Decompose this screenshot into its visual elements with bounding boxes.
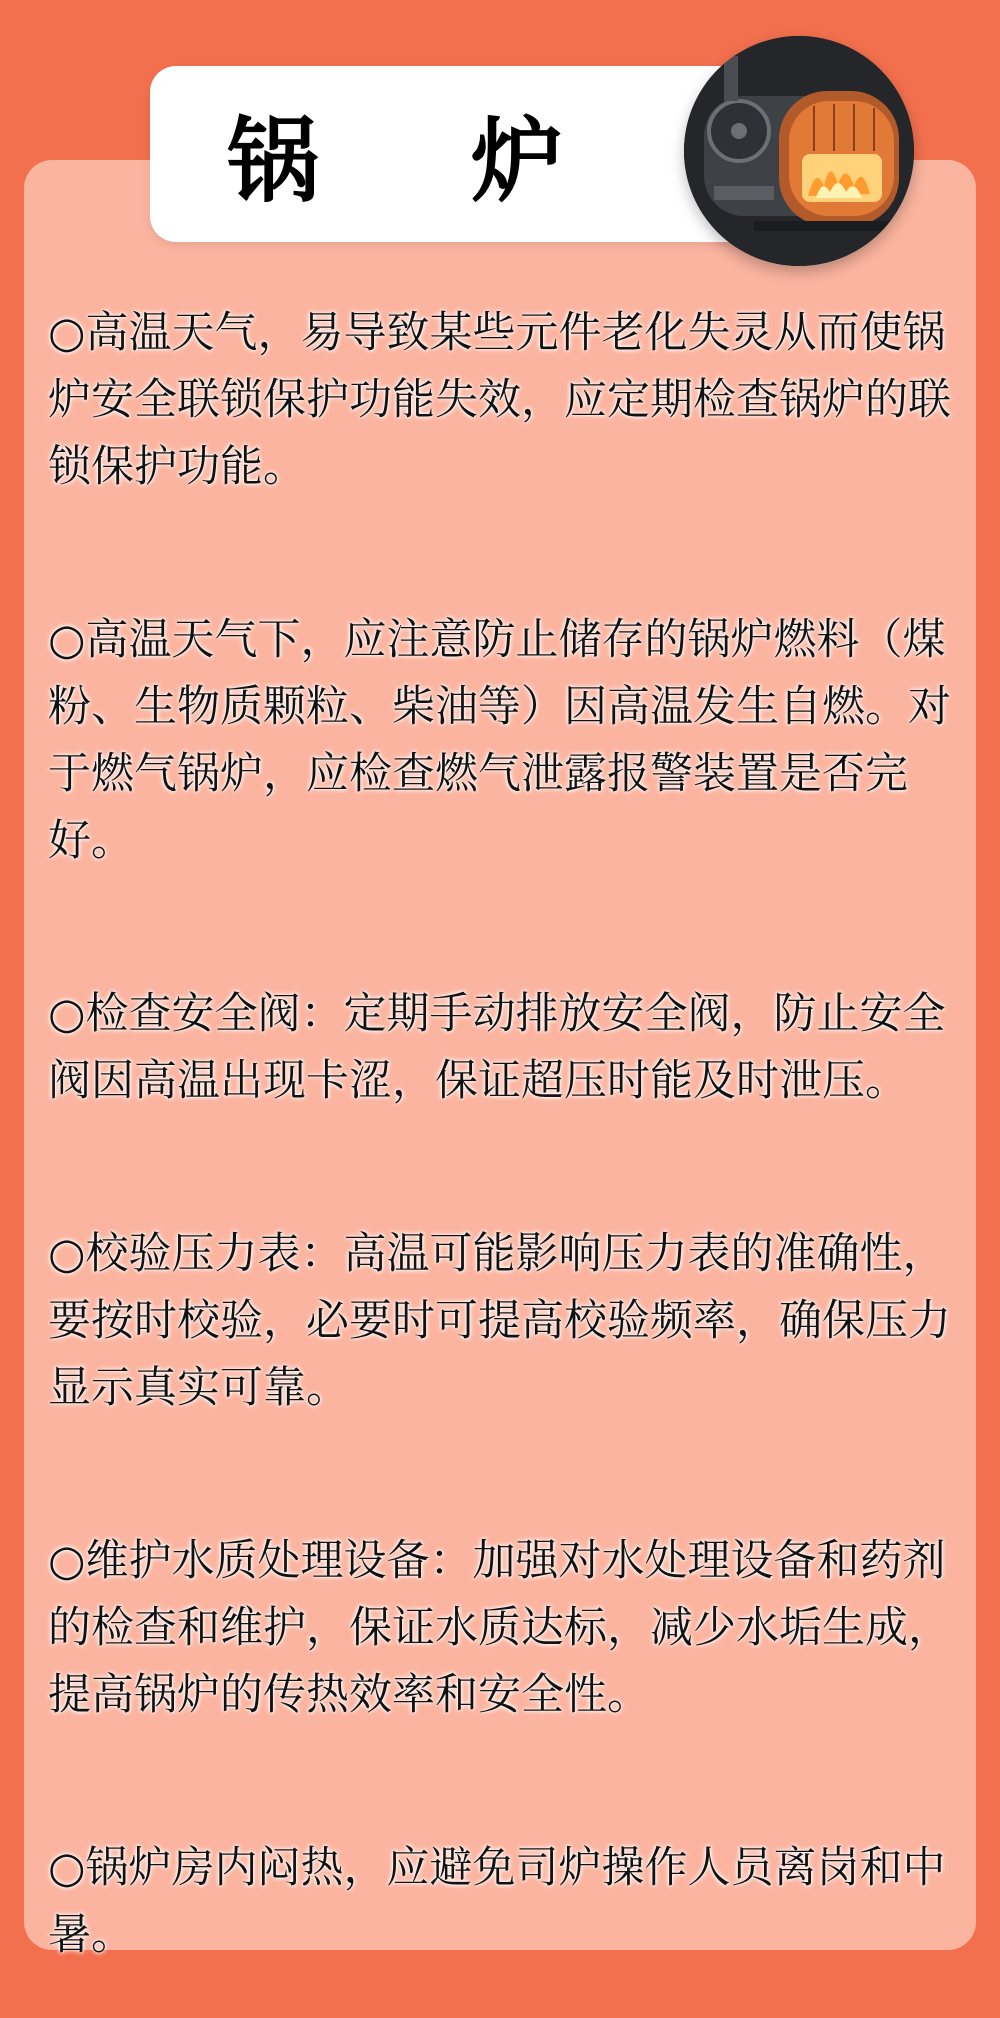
list-item: ○高温天气下，应注意防止储存的锅炉燃料（煤粉、生物质颗粒、柴油等）因高温发生自燃。对于燃气锅炉，应检查燃气泄露报警装置是否完好。 — [48, 615, 951, 866]
page-title: 锅 炉 — [226, 108, 624, 215]
list-item: ○锅炉房内闷热，应避免司炉操作人员离岗和中暑。 — [48, 1843, 946, 1960]
list-item: ○检查安全阀：定期手动排放安全阀，防止安全阀因高温出现卡涩，保证超压时能及时泄压。 — [48, 989, 946, 1106]
list-item: ○维护水质处理设备：加强对水处理设备和药剂的检查和维护，保证水质达标，减少水垢生成，提高锅炉的传热效率和安全性。 — [48, 1536, 951, 1720]
content-list — [48, 300, 953, 1969]
boiler-icon — [684, 36, 914, 266]
list-item: ○高温天气，易导致某些元件老化失灵从而使锅炉安全联锁保护功能失效，应定期检查锅炉的联锁保护功能。 — [48, 308, 951, 492]
list-item: ○校验压力表：高温可能影响压力表的准确性，要按时校验，必要时可提高校验频率，确保压力显示真实可靠。 — [48, 1229, 951, 1413]
